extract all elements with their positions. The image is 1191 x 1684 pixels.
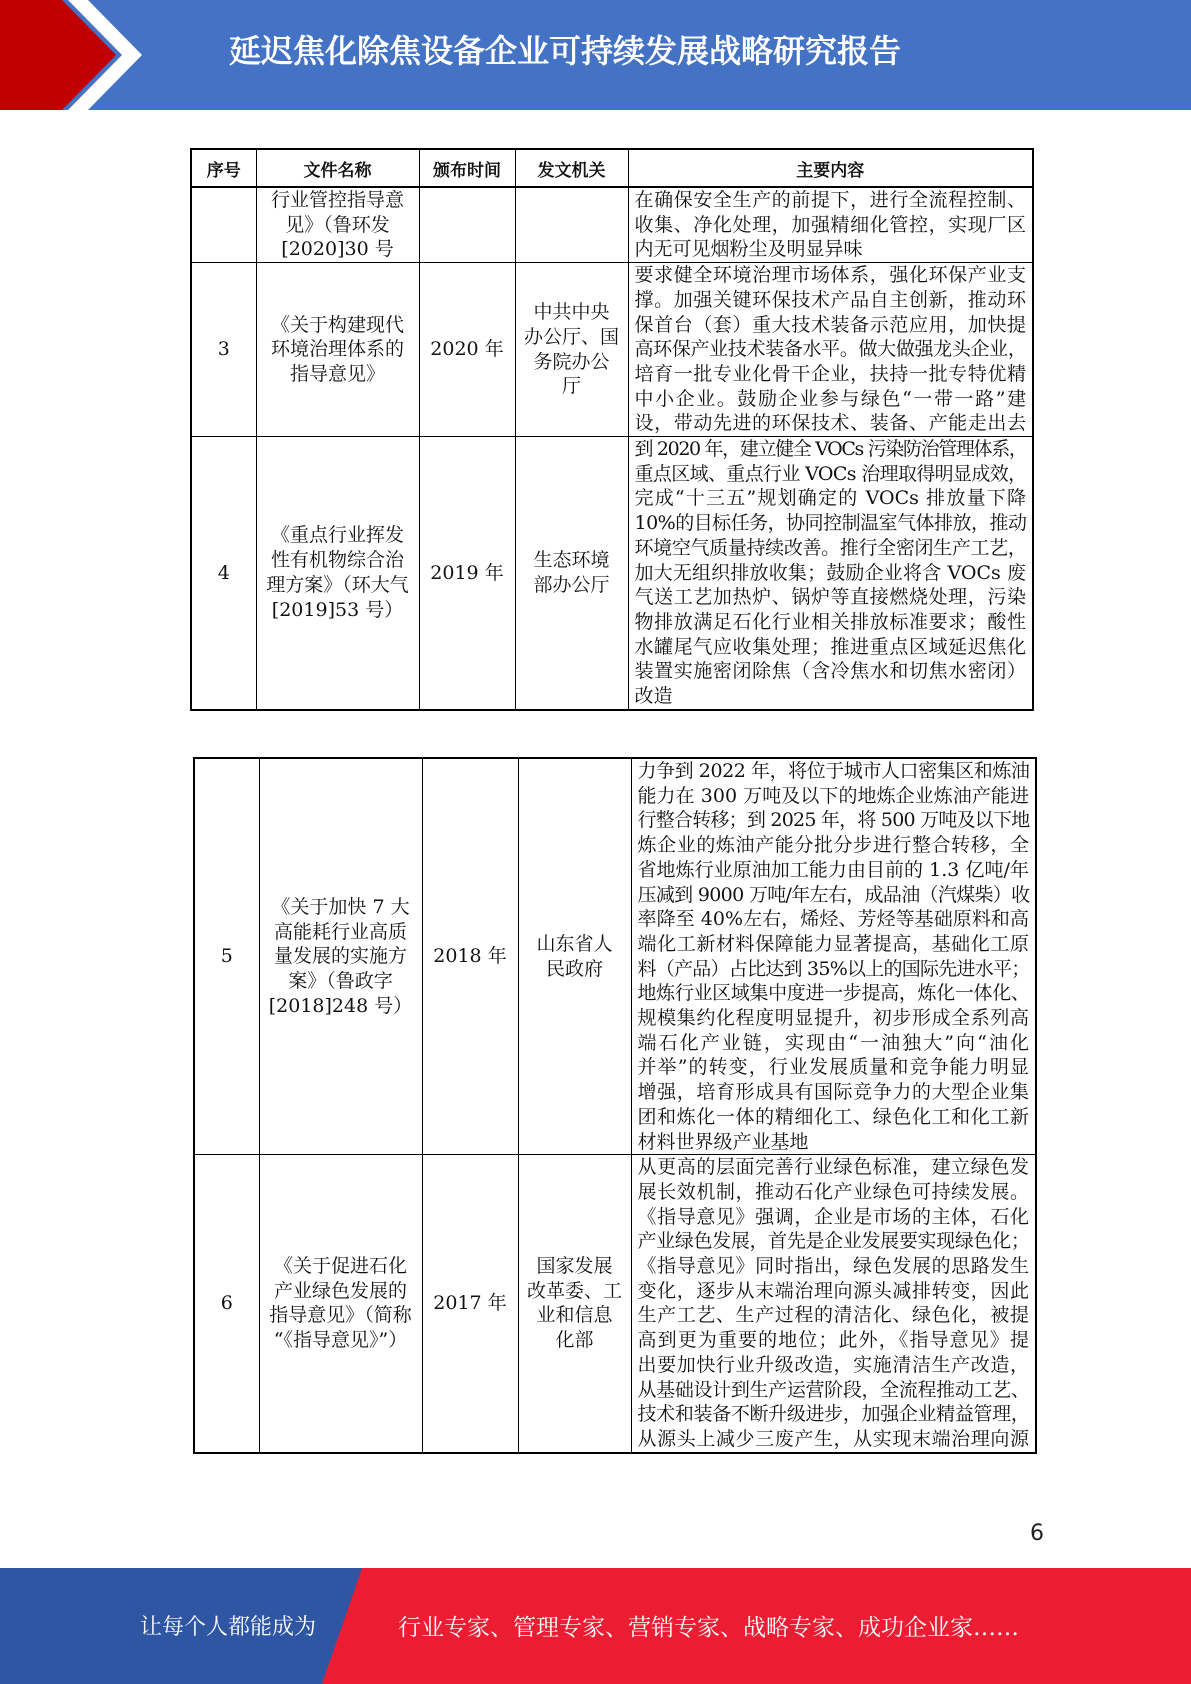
main-content-line: 增强，培育形成具有国际竞争力的大型企业集 (637, 1081, 1029, 1104)
issuing-authority-line: 民政府 (545, 957, 603, 980)
main-content-line: 内无可见烟粉尘及明显异味 (634, 238, 863, 261)
issuing-authority-line: 化部 (555, 1329, 594, 1352)
issue-date-cell (422, 1155, 518, 1453)
issue-date-text: 2018 年 (433, 945, 507, 968)
main-content-cell (631, 1155, 1036, 1453)
page-number: 6 (1030, 1521, 1044, 1546)
row-number-text: 5 (220, 945, 233, 968)
issuing-authority-line: 中共中央 (533, 301, 610, 324)
main-content-line: 产业绿色发展，首先是企业发展要实现绿色化； (637, 1230, 1030, 1253)
main-content-line: 《指导意见》强调，企业是市场的主体，石化 (637, 1205, 1029, 1228)
document-name-line: 行业管控指导意 (270, 189, 404, 211)
row-number-text: 4 (217, 561, 230, 584)
main-content-line: 出要加快行业升级改造，实施清洁生产改造， (637, 1353, 1029, 1376)
column-header-issuing-authority: 发文机关 (515, 149, 628, 187)
main-content-line: 率降至 40%左右，烯烃、芳烃等基础原料和高 (637, 908, 1029, 931)
main-content-line: 团和炼化一体的精细化工、绿色化工和化工新 (637, 1105, 1029, 1128)
document-name-line: 高能耗行业高质 (273, 920, 407, 943)
main-content-line: 收集、净化处理，加强精细化管控，实现厂区 (634, 213, 1026, 236)
document-name-line: 见》（鲁环发 (285, 213, 390, 236)
main-content-line: 从基础设计到生产运营阶段，全流程推动工艺、 (637, 1378, 1030, 1401)
document-name-line: 指导意见》 (289, 362, 385, 385)
issue-date-cell (419, 263, 515, 437)
main-content-line: 环境空气质量持续改善。推行全密闭生产工艺， (634, 536, 1027, 559)
document-name-line: “《指导意见》”） (273, 1329, 408, 1352)
footer-slogan-left: 让每个人都能成为 (140, 1615, 317, 1640)
main-content-line: 技术和装备不断升级进步，加强企业精益管理， (637, 1403, 1030, 1426)
document-name-line: 案》（鲁政字 (288, 969, 393, 992)
main-content-line: 生产工艺、生产过程的清洁化、绿色化，被提 (637, 1304, 1029, 1327)
main-content-line: 撑。加强关键环保技术产品自主创新，推动环 (634, 288, 1026, 311)
issuing-authority-line: 生态环境 (533, 549, 610, 572)
document-name-line: 性有机物综合治 (270, 549, 404, 572)
issuing-authority-line: 山东省人 (536, 932, 613, 955)
main-content-line: 地炼行业区域集中度进一步提高，炼化一体化、 (637, 982, 1030, 1005)
main-content-line: 端化工新材料保障能力显著提高，基础化工原 (637, 932, 1029, 955)
column-header-main-content: 主要内容 (628, 149, 1033, 187)
row-number-cell (194, 758, 259, 1155)
main-content-line: 保首台（套）重大技术装备示范应用，加快提 (634, 313, 1026, 336)
issuing-authority-cell (518, 758, 631, 1155)
document-name-line: 《关于构建现代 (270, 313, 404, 336)
footer-slogan-right: 行业专家、管理专家、营销专家、战略专家、成功企业家…… (398, 1615, 1019, 1641)
table-row (194, 1155, 1036, 1453)
row-number-cell (194, 1155, 259, 1453)
document-name-cell (259, 1155, 422, 1453)
document-name-line: 《关于促进石化 (273, 1255, 407, 1278)
column-header-number: 序号 (191, 149, 256, 187)
document-name-line: 环境治理体系的 (270, 338, 404, 361)
document-name-line: [2018]248 号） (268, 994, 413, 1017)
table-row (191, 187, 1033, 263)
header-chevron-decoration (0, 0, 160, 110)
document-name-cell (259, 758, 422, 1155)
main-content-cell (628, 263, 1033, 437)
main-content-line: 并举”的转变，行业发展质量和竞争能力明显 (637, 1056, 1029, 1079)
issuing-authority-line: 办公厅、国 (523, 325, 619, 348)
document-name-line: 理方案》（环大气 (266, 573, 409, 596)
table-header-row (191, 149, 1033, 187)
document-name-line: [2019]53 号） (271, 598, 404, 621)
main-content-line: 炼企业的炼油产能分批分步进行整合转移，全 (637, 834, 1029, 857)
main-content-line: 装置实施密闭除焦（含冷焦水和切焦水密闭） (634, 660, 1026, 683)
main-content-cell (628, 187, 1033, 263)
main-content-line: 力争到 2022 年，将位于城市人口密集区和炼油 (637, 760, 1030, 782)
main-content-line: 压减到 9000 万吨/年左右，成品油（汽煤柴）收 (637, 883, 1030, 906)
row-number-cell (191, 263, 256, 437)
issuing-authority-cell (515, 437, 628, 710)
main-content-line: 10%的目标任务，协同控制温室气体排放，推动 (634, 512, 1027, 535)
issuing-authority-cell (515, 263, 628, 437)
main-content-line: 规模集约化程度明显提升，初步形成全系列高 (637, 1007, 1029, 1030)
document-name-line: 产业绿色发展的 (273, 1279, 407, 1302)
main-content-line: 变化，逐步从末端治理向源头减排转变，因此 (637, 1279, 1029, 1302)
main-content-line: 气送工艺加热炉、锅炉等直接燃烧处理，污染 (634, 586, 1026, 609)
issue-date-cell (419, 437, 515, 710)
main-content-line: 中小企业。鼓励企业参与绿色“一带一路”建 (634, 387, 1026, 410)
row-number-cell (191, 187, 256, 263)
document-name-line: 指导意见》（简称 (269, 1304, 412, 1327)
issuing-authority-line: 部办公厅 (533, 573, 610, 596)
main-content-line: 材料世界级产业基地 (637, 1130, 809, 1153)
document-name-line: 量发展的实施方 (273, 945, 407, 968)
main-content-line: 省地炼行业原油加工能力由目前的 1.3 亿吨/年 (637, 858, 1029, 881)
issue-date-cell (422, 758, 518, 1155)
issue-date-text: 2020 年 (430, 338, 504, 361)
main-content-line: 料（产品）占比达到 35%以上的国际先进水平； (637, 957, 1030, 980)
main-content-line: 改造 (634, 685, 673, 708)
issuing-authority-cell (518, 1155, 631, 1453)
main-content-cell (628, 437, 1033, 710)
main-content-line: 从源头上减少三废产生，从实现末端治理向源 (637, 1427, 1029, 1450)
main-content-line: 《指导意见》同时指出，绿色发展的思路发生 (637, 1255, 1029, 1278)
main-content-line: 从更高的层面完善行业绿色标准，建立绿色发 (637, 1156, 1029, 1179)
row-number-cell (191, 437, 256, 710)
main-content-line: 要求健全环境治理市场体系，强化环保产业支 (634, 264, 1026, 287)
report-title: 延迟焦化除焦设备企业可持续发展战略研究报告 (228, 32, 901, 70)
column-header-issue-date: 颁布时间 (419, 149, 515, 187)
main-content-line: 培育一批专业化骨干企业，扶持一批专特优精 (634, 362, 1026, 385)
table-row (191, 437, 1033, 710)
document-name-line: [2020]30 号 (281, 238, 394, 261)
main-content-line: 能力在 300 万吨及以下的地炼企业炼油产能进 (637, 784, 1029, 807)
main-content-line: 水罐尾气应收集处理；推进重点区域延迟焦化 (634, 635, 1026, 658)
table-row (194, 758, 1036, 1155)
issuing-authority-line: 国家发展 (536, 1255, 613, 1278)
issuing-authority-line: 业和信息 (536, 1304, 613, 1327)
main-content-line: 重点区域、重点行业 VOCs 治理取得明显成效， (634, 462, 1027, 485)
issue-date-text: 2017 年 (433, 1292, 507, 1315)
main-content-line: 到 2020 年，建立健全 VOCs 污染防治管理体系， (634, 438, 1027, 461)
row-number-text: 3 (217, 338, 230, 361)
main-content-line: 高到更为重要的地位；此外，《指导意见》提 (637, 1329, 1029, 1352)
main-content-line: 展长效机制，推动石化产业绿色可持续发展。 (637, 1180, 1029, 1203)
issuing-authority-cell (515, 187, 628, 263)
main-content-line: 在确保安全生产的前提下，进行全流程控制、 (634, 189, 1026, 211)
document-name-line: 《重点行业挥发 (270, 524, 404, 547)
column-header-document-name: 文件名称 (256, 149, 419, 187)
document-name-line: 《关于加快 7 大 (271, 895, 410, 918)
main-content-line: 行整合转移；到 2025 年，将 500 万吨及以下地 (637, 809, 1030, 832)
policy-table-continued (193, 757, 1037, 1454)
main-content-line: 加大无组织排放收集；鼓励企业将含 VOCs 废 (634, 561, 1026, 584)
main-content-line: 物排放满足石化行业相关排放标准要求；酸性 (634, 610, 1026, 633)
document-name-cell (256, 187, 419, 263)
document-name-cell (256, 437, 419, 710)
main-content-line: 高环保产业技术装备水平。做大做强龙头企业， (634, 338, 1027, 361)
main-content-cell (631, 758, 1036, 1155)
issuing-authority-line: 厅 (561, 375, 581, 398)
issue-date-text: 2019 年 (430, 561, 504, 584)
main-content-line: 设，带动先进的环保技术、装备、产能走出去 (634, 412, 1026, 435)
row-number-text: 6 (220, 1292, 233, 1315)
table-row (191, 263, 1033, 437)
policy-table (190, 148, 1034, 711)
issue-date-cell (419, 187, 515, 263)
main-content-line: 完成“十三五”规划确定的 VOCs 排放量下降 (634, 487, 1026, 510)
issuing-authority-line: 务院办公 (533, 350, 610, 373)
main-content-line: 端石化产业链，实现由“一油独大”向“油化 (637, 1031, 1029, 1054)
issuing-authority-line: 改革委、工 (526, 1279, 622, 1302)
document-name-cell (256, 263, 419, 437)
